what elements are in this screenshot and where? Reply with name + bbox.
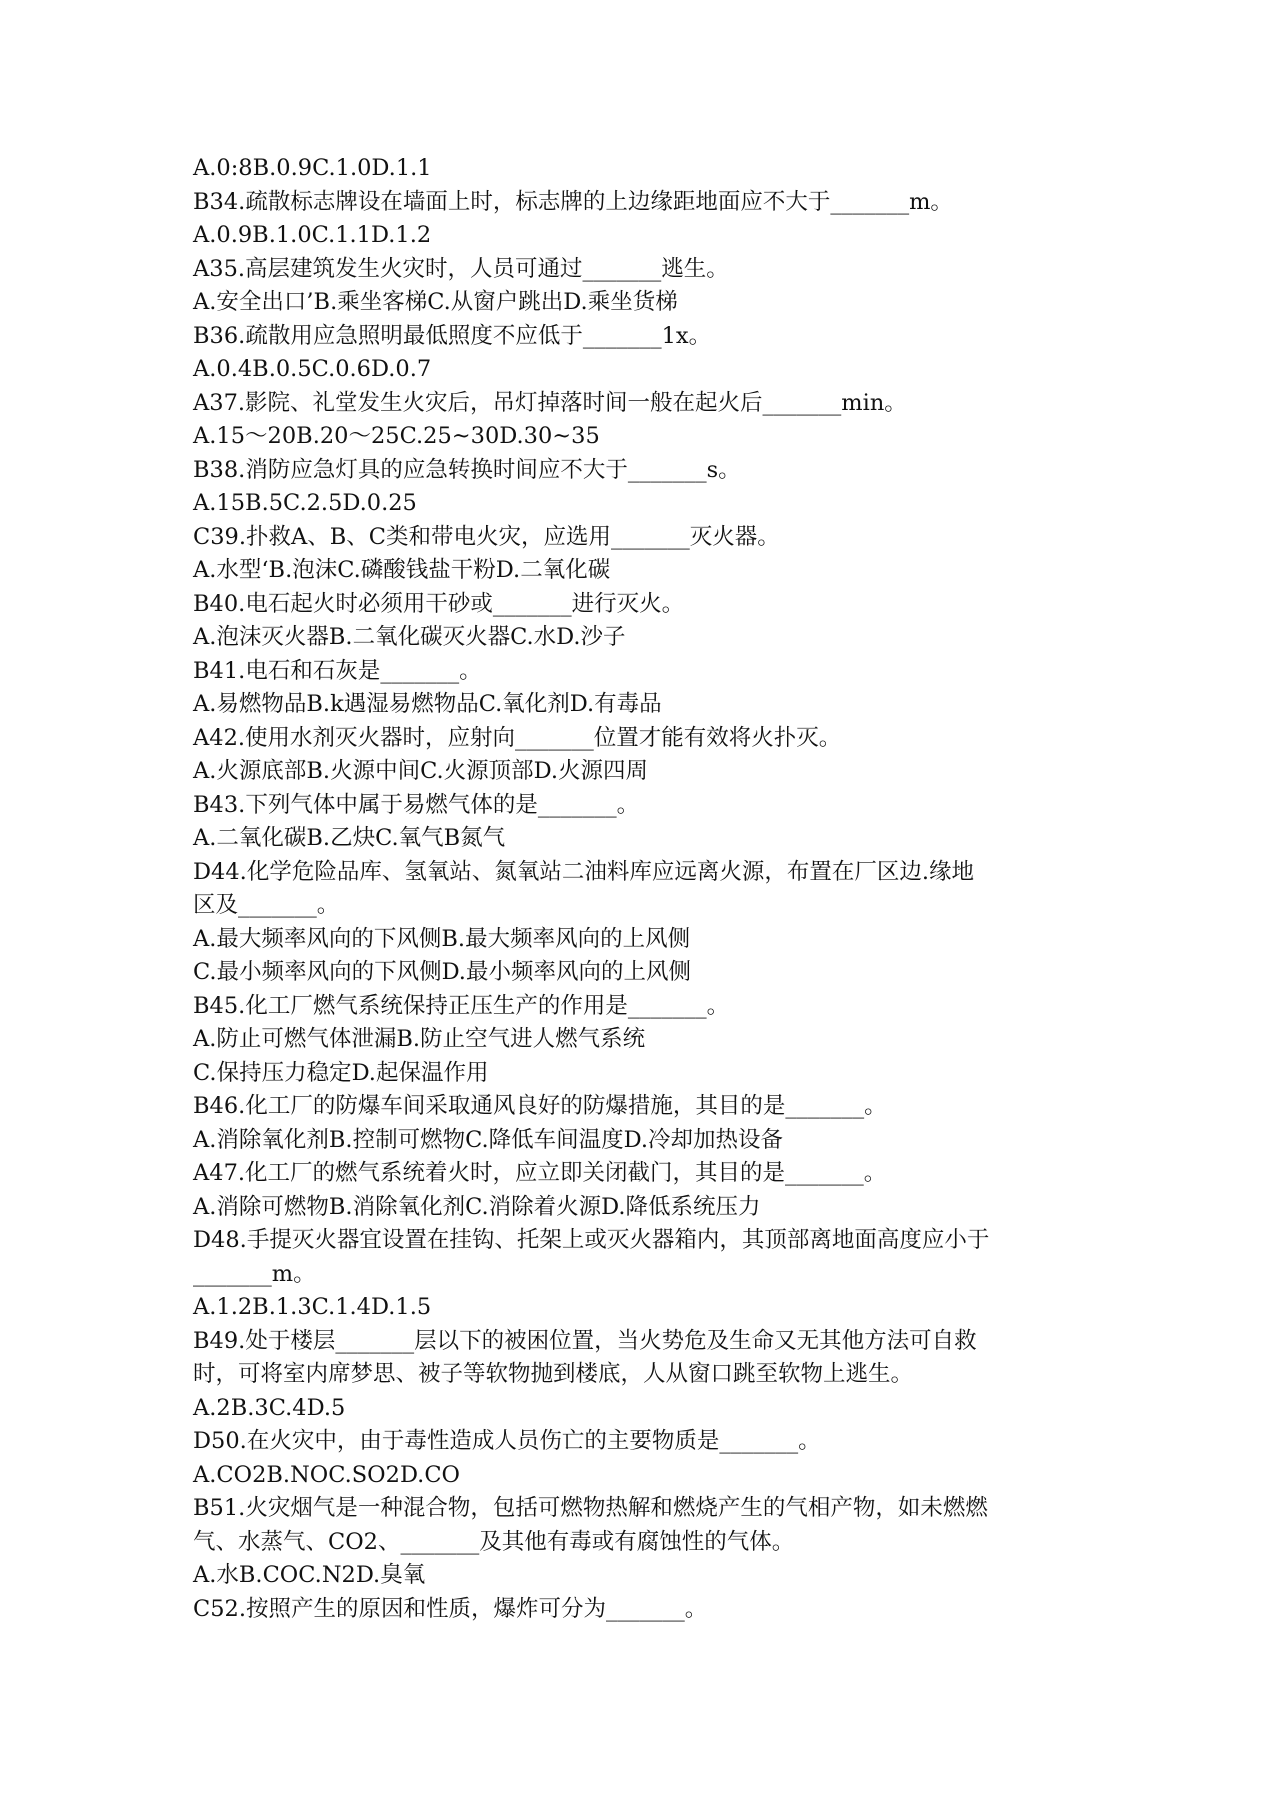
question-line: B41.电石和石灰是_______。 <box>193 657 482 684</box>
options-line: A.0.9B.1.0C.1.1D.1.2 <box>193 222 432 248</box>
question-line-continued: 区及_______。 <box>193 892 340 918</box>
question-line: B51.火灾烟气是一种混合物，包括可燃物热解和燃烧产生的气相产物，如未燃燃 <box>193 1495 988 1521</box>
options-line: A.CO2B.NOC.SO2D.CO <box>193 1461 460 1488</box>
question-line-continued: _______m。 <box>193 1260 316 1287</box>
document-body <box>193 152 1093 1626</box>
options-line: A.2B.3C.4D.5 <box>193 1394 346 1421</box>
options-line: A.0.4B.0.5C.0.6D.0.7 <box>193 356 432 382</box>
question-line: D48.手提灭火器宜设置在挂钩、托架上或灭火器箱内，其顶部离地面高度应小于 <box>193 1227 990 1253</box>
question-line: D50.在火灾中，由于毒性造成人员伤亡的主要物质是_______。 <box>193 1428 821 1454</box>
question-line: A42.使用水剂灭火器时，应射向_______位置才能有效将火扑灭。 <box>193 724 842 751</box>
options-line: A.泡沫灭火器B.二氧化碳灭火器C.水D.沙子 <box>193 624 626 650</box>
options-line: A.消除氧化剂B.控制可燃物C.降低车间温度D.冷却加热设备 <box>193 1126 784 1153</box>
question-line: B34.疏散标志牌设在墙面上时，标志牌的上边缘距地面应不大于_______m。 <box>193 188 953 215</box>
question-line: B49.处于楼层_______层以下的被困位置，当火势危及生命又无其他方法可自救 <box>193 1327 977 1354</box>
question-line: B36.疏散用应急照明最低照度不应低于_______1x。 <box>193 322 712 349</box>
options-line: A.易燃物品B.k遇湿易燃物品C.氧化剂D.有毒品 <box>193 691 662 717</box>
question-line: C52.按照产生的原因和性质，爆炸可分为_______。 <box>193 1595 708 1622</box>
options-line: C.保持压力稳定D.起保温作用 <box>193 1059 489 1086</box>
text-line: A.0:8B.0.9C.1.0D.1.1 <box>193 155 432 181</box>
question-line: B38.消防应急灯具的应急转换时间应不大于_______s。 <box>193 456 741 483</box>
options-line: A.水B.COC.N2D.臭氧 <box>193 1562 426 1588</box>
question-line: A47.化工厂的燃气系统着火时，应立即关闭截门，其目的是_______。 <box>193 1160 887 1186</box>
question-line: B46.化工厂的防爆车间采取通风良好的防爆措施，其目的是_______。 <box>193 1093 887 1119</box>
question-line: B45.化工厂燃气系统保持正压生产的作用是_______。 <box>193 992 730 1019</box>
options-line: A.安全出口’B.乘坐客梯C.从窗户跳出D.乘坐货梯 <box>193 289 678 315</box>
question-line-continued: 时，可将室内席梦思、被子等软物抛到楼底，人从窗口跳至软物上逃生。 <box>193 1361 914 1387</box>
question-line: A37.影院、礼堂发生火灾后，吊灯掉落时间一般在起火后_______min。 <box>193 389 907 416</box>
options-line: A.1.2B.1.3C.1.4D.1.5 <box>193 1294 432 1320</box>
question-line: B43.下列气体中属于易燃气体的是_______。 <box>193 791 640 818</box>
options-line: A.消除可燃物B.消除氧化剂C.消除着火源D.降低系统压力 <box>193 1193 761 1220</box>
options-line: A.最大频率风向的下风侧B.最大频率风向的上风侧 <box>193 925 691 952</box>
question-line: A35.高层建筑发生火灾时，人员可通过_______逃生。 <box>193 255 729 282</box>
options-line: A.防止可燃气体泄漏B.防止空气进人燃气系统 <box>193 1026 646 1052</box>
question-line: C39.扑救A、B、C类和带电火灾，应选用_______灭火器。 <box>193 523 780 550</box>
options-line: C.最小频率风向的下风侧D.最小频率风向的上风侧 <box>193 959 691 985</box>
question-line: D44.化学危险品库、氢氧站、氮氧站二油料库应远离火源，布置在厂区边.缘地 <box>193 858 974 885</box>
question-line: B40.电石起火时必须用干砂或_______进行灭火。 <box>193 590 685 617</box>
question-line-continued: 气、水蒸气、CO2、_______及其他有毒或有腐蚀性的气体。 <box>193 1528 795 1555</box>
options-line: A.15～20B.20～25C.25~30D.30~35 <box>193 423 600 449</box>
options-line: A.水型‘B.泡沫C.磷酸钱盐干粉D.二氧化碳 <box>193 557 611 583</box>
options-line: A.二氧化碳B.乙炔C.氧气B氮气 <box>193 825 506 851</box>
options-line: A.火源底部B.火源中间C.火源顶部D.火源四周 <box>193 758 649 784</box>
options-line: A.15B.5C.2.5D.0.25 <box>193 490 417 516</box>
